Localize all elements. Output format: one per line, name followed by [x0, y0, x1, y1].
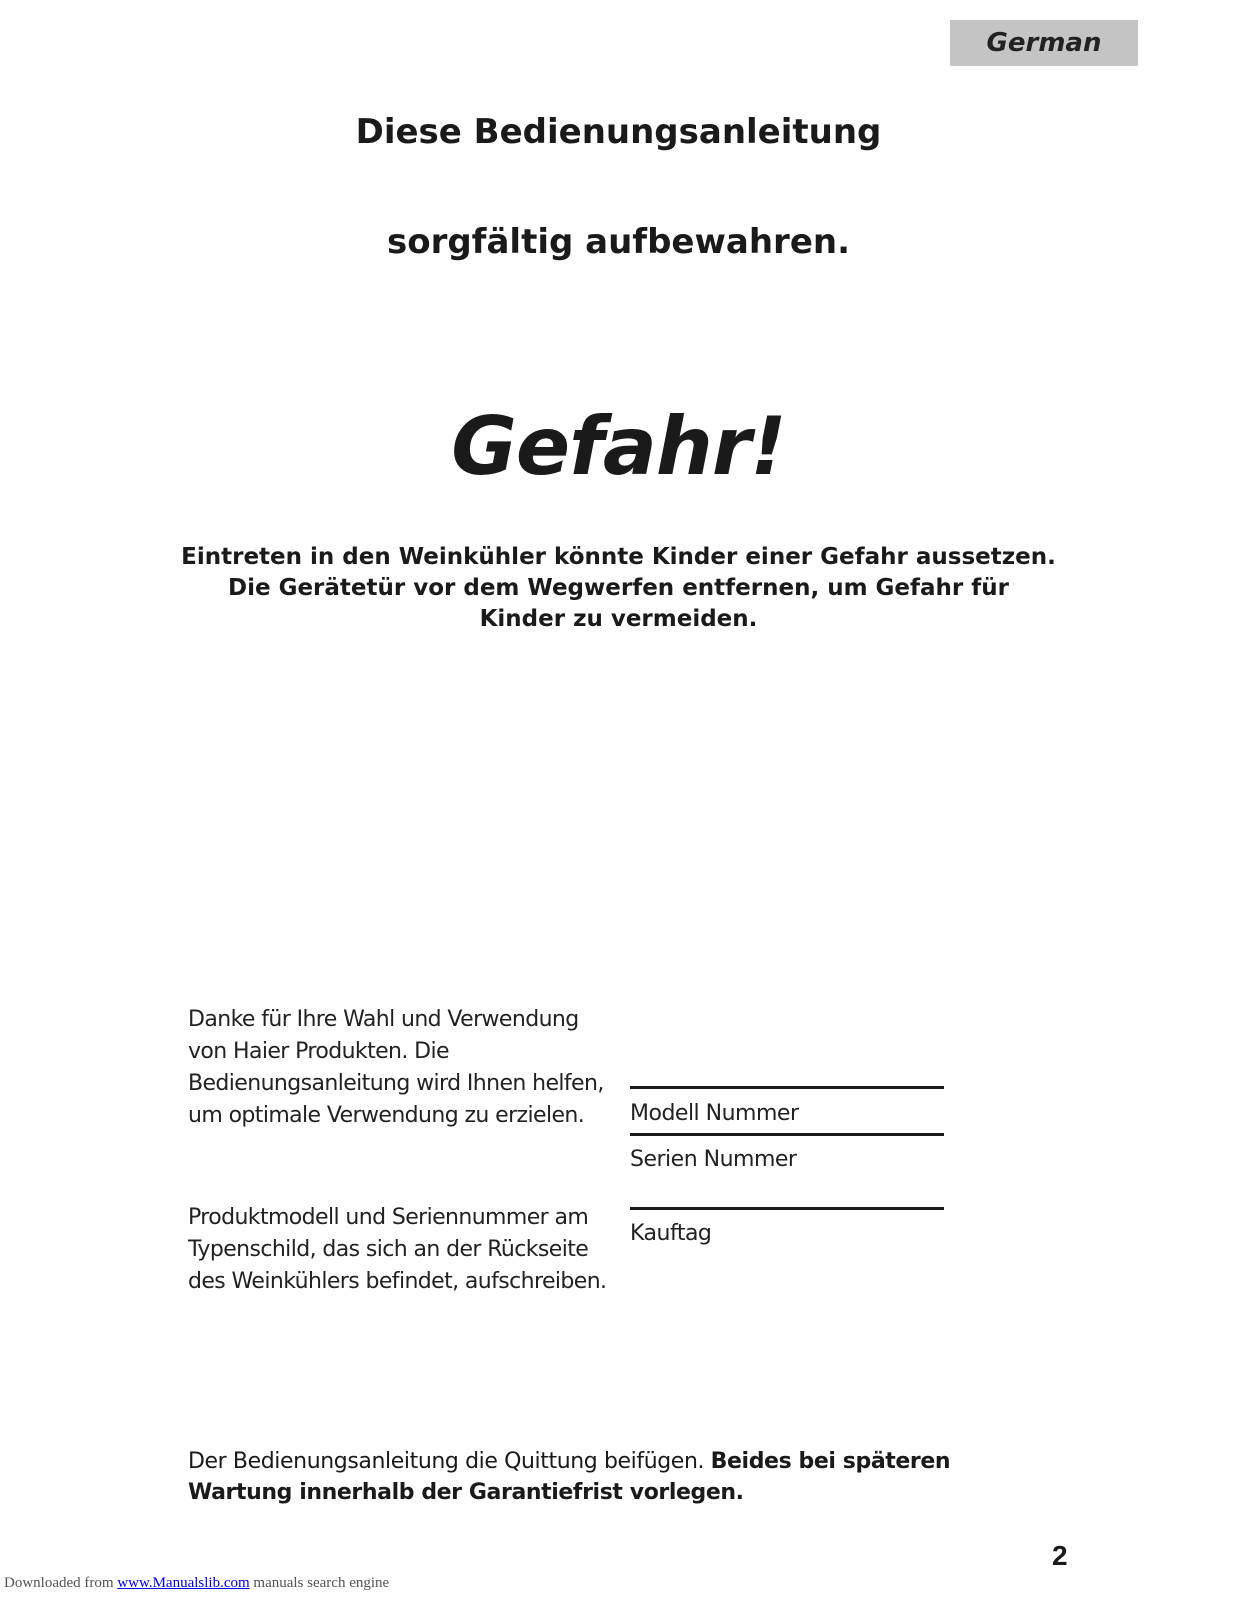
- paragraph-line: Bedienungsanleitung wird Ihnen helfen,: [188, 1071, 604, 1096]
- download-suffix: manuals search engine: [253, 1575, 390, 1591]
- serial-number-label: Serien Nummer: [630, 1147, 797, 1172]
- download-note: [4, 1575, 389, 1592]
- paragraph-line: Typenschild, das sich an der Rückseite: [188, 1237, 589, 1262]
- receipt-notice-normal: Der Bedienungsanleitung die Quittung beifügen.: [188, 1449, 705, 1474]
- paragraph-line: um optimale Verwendung zu erzielen.: [188, 1103, 585, 1128]
- keep-notice-line-1: Diese Bedienungsanleitung: [355, 112, 882, 152]
- serial-number-line: [630, 1133, 944, 1136]
- danger-line: Kinder zu vermeiden.: [479, 606, 758, 632]
- paragraph-line: Produktmodell und Seriennummer am: [188, 1205, 589, 1230]
- receipt-notice-line-2: [188, 1477, 978, 1508]
- page-number: 2: [1052, 1540, 1068, 1571]
- receipt-notice: [188, 1446, 978, 1508]
- model-number-line: [630, 1086, 944, 1089]
- download-prefix: Downloaded from: [4, 1575, 114, 1591]
- danger-line: Die Gerätetür vor dem Wegwerfen entfernen, um Gefahr für: [227, 575, 1009, 601]
- danger-warning: [150, 542, 1087, 635]
- keep-notice-line-2: sorgfältig aufbewahren.: [386, 222, 851, 262]
- danger-title: Gefahr!: [451, 400, 786, 493]
- record-paragraph: [188, 1202, 628, 1298]
- receipt-notice-bold: Beides bei späteren: [710, 1449, 951, 1474]
- receipt-notice-bold: Wartung innerhalb der Garantiefrist vorlegen.: [188, 1480, 744, 1505]
- paragraph-line: des Weinkühlers befindet, aufschreiben.: [188, 1269, 607, 1294]
- receipt-notice-line-1: [188, 1446, 978, 1477]
- paragraph-line: von Haier Produkten. Die: [188, 1039, 449, 1064]
- model-number-label: Modell Nummer: [630, 1101, 799, 1126]
- purchase-date-label: Kauftag: [630, 1221, 712, 1246]
- thanks-paragraph: [188, 1004, 628, 1132]
- language-tab: German: [950, 20, 1138, 66]
- danger-line: Eintreten in den Weinkühler könnte Kinder einer Gefahr aussetzen.: [181, 544, 1056, 570]
- purchase-date-line: [630, 1207, 944, 1210]
- manualslib-link[interactable]: www.Manualslib.com: [117, 1575, 250, 1591]
- paragraph-line: Danke für Ihre Wahl und Verwendung: [188, 1007, 579, 1032]
